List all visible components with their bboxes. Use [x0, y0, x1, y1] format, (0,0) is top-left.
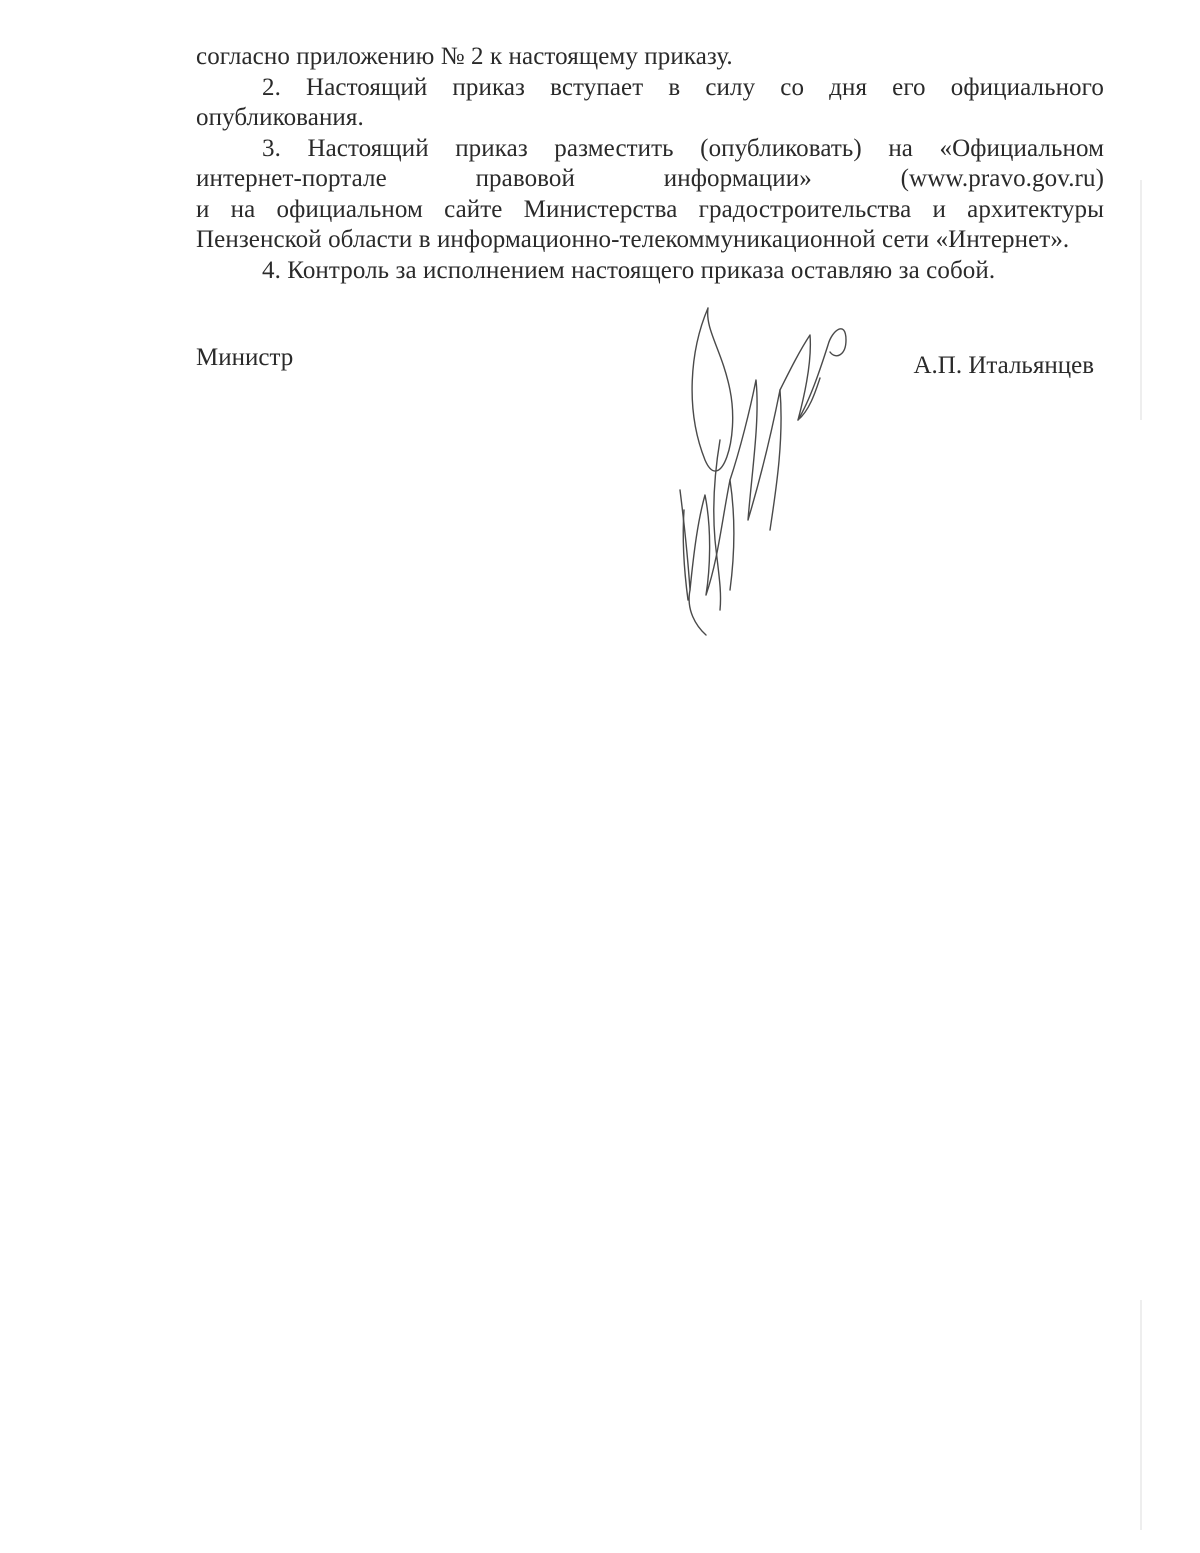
paragraph-1-line-1: согласно приложению № 2 к настоящему приказу.	[196, 43, 733, 70]
document-body	[196, 42, 1104, 286]
scan-edge-artifact	[1140, 180, 1142, 420]
paragraph-2-line-1: 2. Настоящий приказ вступает в силу со дня его официального	[262, 73, 1104, 101]
paragraph-4-line-1: 4. Контроль за исполнением настоящего приказа оставляю за собой.	[262, 256, 996, 284]
handwritten-signature	[660, 290, 860, 640]
paragraph-3-line-1: 3. Настоящий приказ разместить (опубликовать) на «Официальном	[262, 134, 1104, 162]
paragraph-3-line-4: Пензенской области в информационно-телекоммуникационной сети «Интернет».	[196, 226, 1070, 253]
paragraph-3-line-3: и на официальном сайте Министерства градостроительства и архитектуры	[196, 195, 1104, 223]
paragraph-2-line-2: опубликования.	[196, 104, 364, 131]
signature-block	[196, 340, 1104, 380]
signatory-title: Министр	[196, 344, 294, 371]
signatory-name: А.П. Итальянцев	[913, 352, 1094, 379]
scan-edge-artifact	[1140, 1300, 1142, 1530]
paragraph-3-line-2: интернет-портале правовой информации» (www.pravo.gov.ru)	[196, 165, 1104, 192]
